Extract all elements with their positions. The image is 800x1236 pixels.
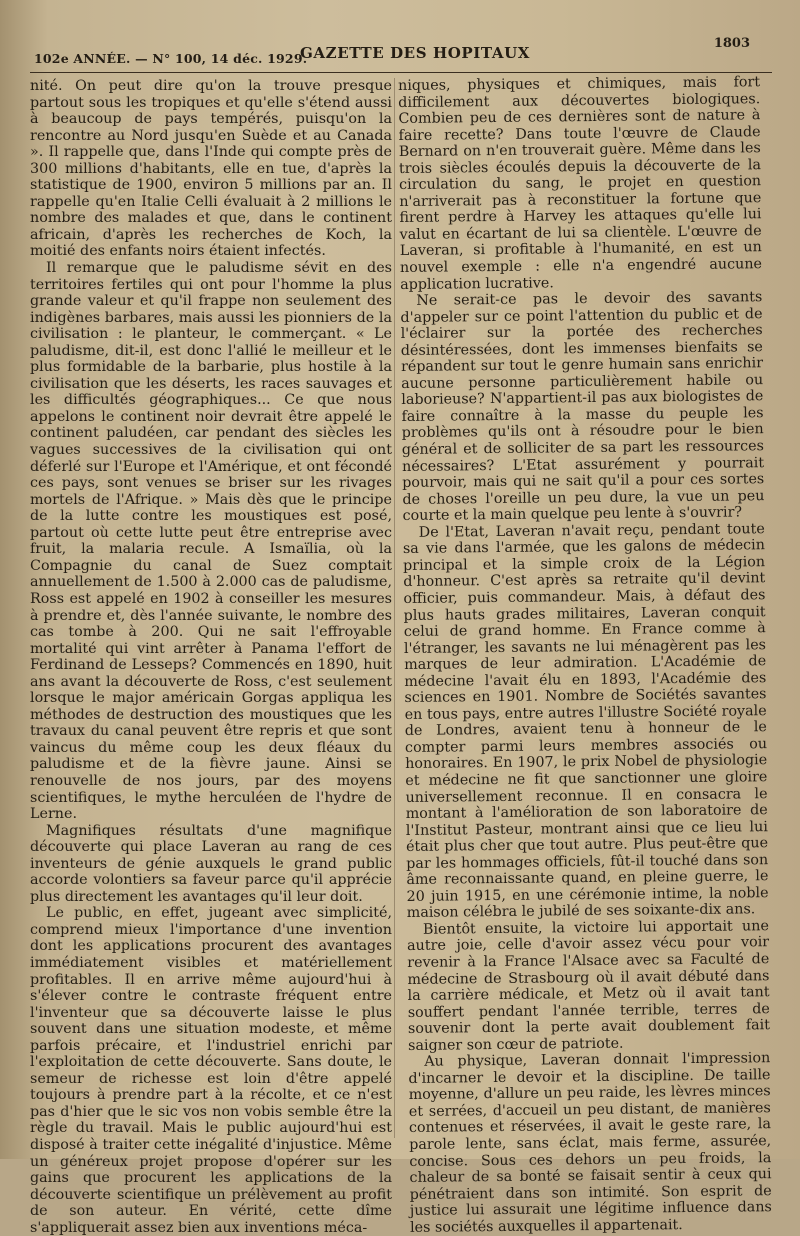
issue-info: 102e ANNÉE. — N° 100, 14 déc. 1929. (34, 51, 308, 66)
page-header (30, 36, 770, 70)
journal-title: GAZETTE DES HOPITAUX (300, 44, 531, 62)
paragraph: Au physique, Laveran donnait l'impression d'incarner le devoir et la discipline. De taille moyenne, d'allure un peu raide, les lèvres minces et serrées, d'accueil un peu distant, de manières contenues et réservées, il avait le geste rare, la parole lente, sans éclat, mais ferme, assurée, concise. Sous ces dehors un peu froids, la chaleur de sa bonté se faisait sentir à ceux qui pénétraient dans son intimité. Son esprit de justice lui assurait une légitime influence dans les sociétés auxquelles il appartenait. (408, 1050, 772, 1236)
paragraph: Magnifiques résultats d'une magnifique découverte qui place Laveran au rang de ces inventeurs de génie auxquels le grand public accorde volontiers sa faveur parce qu'il apprécie plus directement les avantages qu'il leur doit. (30, 822, 392, 905)
left-column (30, 78, 392, 1236)
paragraph: niques, physiques et chimiques, mais fort difficilement aux découvertes biologiques. Combien peu de ces dernières sont de nature à faire recette? Dans toute l'œuvre de Claude Bernard on n'en trouverait guère. Même dans les trois siècles écoulés depuis la découverte de la circulation du sang, le projet en question n'arriverait pas à reconstituer la fortune que firent perdre à Harvey les attaques qu'elle lui valut en écartant de lui sa clientèle. L'œuvre de Laveran, si profitable à l'humanité, en est un nouvel exemple : elle n'a engendré aucune application lucrative. (398, 74, 763, 293)
paragraph: nité. On peut dire qu'on la trouve presque partout sous les tropiques et qu'elle s'étend aussi à beaucoup de pays tempérés, puisqu'on la rencontre au Nord jusqu'en Suède et au Canada ». Il rappelle que, dans l'Inde qui compte près de 300 millions d'habitants, elle en tue, d'après la statistique de 1900, environ 5 millions par an. Il rappelle qu'en Italie Celli évaluait à 2 millions le nombre des malades et que, dans le continent africain, d'après les recherches de Koch, la moitié des enfants noirs étaient infectés. (30, 78, 392, 260)
page-number: 1803 (713, 36, 750, 51)
column-divider (394, 78, 395, 1138)
paragraph: Le public, en effet, jugeant avec simplicité, comprend mieux l'importance d'une invention dont les applications procurent des avantages immédiatement visibles et matériellement profitables. Il en arrive même aujourd'hui à s'élever contre le contraste fréquent entre l'inventeur que sa découverte laisse le plus souvent dans une situation modeste, et même parfois précaire, et l'industriel enrichi par l'exploitation de cette découverte. Sans doute, le semeur de richesse est loin d'être appelé toujours à prendre part à la récolte, et ce n'est pas d'hier que le sic vos non vobis semble être la règle du travail. Mais le public aujourd'hui est disposé à traiter cette inégalité d'injustice. Même un généreux projet propose d'opérer sur les gains que procurent les applications de la découverte scientifique un prélèvement au profit de son auteur. En vérité, cette dîme s'appliquerait assez bien aux inventions méca- (30, 905, 392, 1236)
paragraph: Ne serait-ce pas le devoir des savants d'appeler sur ce point l'attention du public et de l'éclairer sur la portée des recherches désintéressées, dont les immenses bienfaits se répandent sur tout le genre humain sans enrichir aucune personne particulièrement habile ou laborieuse? N'appartient-il pas aux biologistes de faire connaître à la masse du peuple les problèmes qu'ils ont à résoudre pour le bien général et de solliciter de sa part les ressources nécessaires? L'Etat assurément y pourrait pourvoir, mais qui ne sait qu'il a pour ces sortes de choses l'oreille un peu dure, la vue un peu courte et la main quelque peu lente à s'ouvrir? (400, 289, 765, 525)
paragraph: De l'Etat, Laveran n'avait reçu, pendant toute sa vie dans l'armée, que les galons de médecin principal et la simple croix de la Légion d'honneur. C'est après sa retraite qu'il devint officier, puis commandeur. Mais, à défaut des plus hauts grades militaires, Laveran conquit celui de grand homme. En France comme à l'étranger, les savants ne lui ménagèrent pas les marques de leur admiration. L'Académie de médecine l'avait élu en 1893, l'Académie des sciences en 1901. Nombre de Sociétés savantes en tous pays, entre autres l'illustre Société royale de Londres, avaient tenu à honneur de le compter parmi leurs membres associés ou honoraires. En 1907, le prix Nobel de physiologie et médecine ne fit que sanctionner une gloire universellement reconnue. Il en consacra le montant à l'amélioration de son laboratoire de l'Institut Pasteur, montrant ainsi que ce lieu lui était plus cher que tout autre. Plus peut-être que par les hommages officiels, fût-il touché dans son âme reconnaissante quand, en pleine guerre, le 20 juin 1915, en une cérémonie intime, la noble maison célébra le jubilé de ses soixante-dix ans. (402, 520, 769, 922)
paragraph: Il remarque que le paludisme sévit en des territoires fertiles qui ont pour l'homme la plus grande valeur et qu'il frappe non seulement des indigènes barbares, mais aussi les pionniers de la civilisation : le planteur, le commerçant. « Le paludisme, dit-il, est donc l'allié le meilleur et le plus formidable de la barbarie, plus hostile à la civilisation que les déserts, les races sauvages et les difficultés géographiques... Ce que nous appelons le continent noir devrait être appelé le continent paludéen, car pendant des siècles les vagues successives de la civilisation qui ont déferlé sur l'Europe et l'Amérique, et ont fécondé ces pays, sont venues se briser sur les rivages mortels de l'Afrique. » Mais dès que le principe de la lutte contre les moustiques est posé, partout où cette lutte peut être entreprise avec fruit, la malaria recule. A Ismaïlia, où la Compagnie du canal de Suez comptait annuellement de 1.500 à 2.000 cas de paludisme, Ross est appelé en 1902 à conseiller les mesures à prendre et, dès l'année suivante, le nombre des cas tombe à 200. Qui ne sait l'effroyable mortalité qui vint arrêter à Panama l'effort de Ferdinand de Lesseps? Commencés en 1890, huit ans avant la découverte de Ross, c'est seulement lorsque le major américain Gorgas appliqua les méthodes de destruction des moustiques que les travaux du canal peuvent être repris et que sont vaincus du même coup les deux fléaux du paludisme et de la fièvre jaune. Ainsi se renouvelle de nos jours, par des moyens scientifiques, le mythe herculéen de l'hydre de Lerne. (30, 260, 392, 823)
paragraph: Bientôt ensuite, la victoire lui apportait une autre joie, celle d'avoir assez vécu pour voir revenir à la France l'Alsace avec sa Faculté de médecine de Strasbourg où il avait débuté dans la carrière médicale, et Metz où il avait tant souffert pendant l'année terrible, terres de souvenir dont la perte avait doublement fait saigner son cœur de patriote. (407, 918, 771, 1054)
header-rule (30, 72, 772, 73)
right-column (398, 74, 772, 1236)
